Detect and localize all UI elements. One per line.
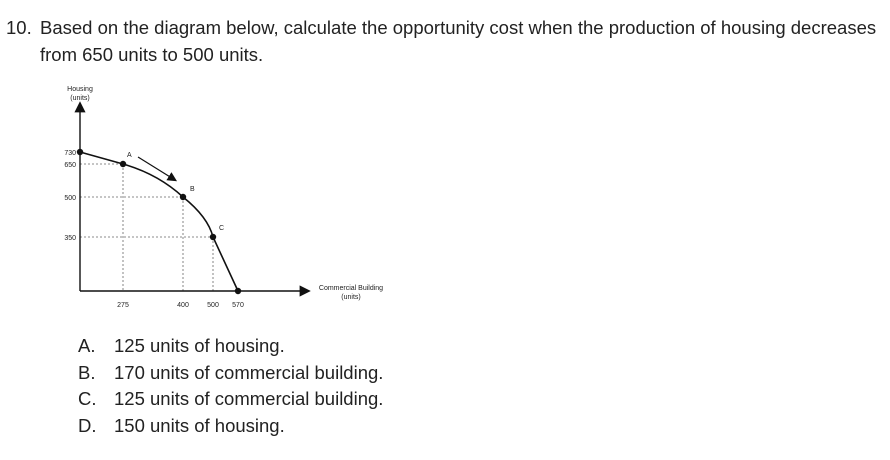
- option-text: 125 units of commercial building.: [114, 388, 384, 409]
- point-label: B: [190, 186, 195, 193]
- option-letter: B.: [78, 361, 96, 383]
- ppf-curve: [80, 152, 238, 291]
- y-tick-label: 650: [64, 162, 76, 169]
- y-axis-title: (units): [70, 95, 90, 102]
- y-tick-label: 730: [64, 150, 76, 157]
- x-tick-label: 400: [177, 302, 189, 309]
- option-letter: D.: [78, 414, 97, 436]
- option-text: 125 units of housing.: [114, 335, 285, 356]
- point-label: C: [219, 225, 225, 232]
- y-axis-title: Housing: [67, 86, 93, 93]
- x-tick-label: 500: [207, 302, 219, 309]
- question-number: 10.: [6, 17, 32, 38]
- y-tick-label: 350: [64, 235, 76, 242]
- movement-arrow: [138, 157, 175, 180]
- x-tick-label: 275: [117, 302, 129, 309]
- data-point: [120, 161, 126, 167]
- option-text: 170 units of commercial building.: [114, 361, 384, 383]
- data-point: [210, 234, 216, 240]
- option-letter: A.: [78, 335, 96, 356]
- question-text: Based on the diagram below, calculate the opportunity cost when the production of housing decreases from 650 units to 500 units.: [40, 17, 877, 65]
- option-text: 150 units of housing.: [114, 414, 285, 436]
- y-tick-label: 500: [64, 195, 76, 202]
- data-point: [77, 149, 83, 155]
- point-label: A: [127, 152, 132, 159]
- option-letter: C.: [78, 388, 97, 409]
- x-tick-label: 570: [232, 302, 244, 309]
- data-point: [235, 288, 241, 294]
- x-axis-title: (units): [341, 294, 361, 301]
- data-point: [180, 194, 186, 200]
- x-axis-title: Commercial Building: [318, 285, 384, 292]
